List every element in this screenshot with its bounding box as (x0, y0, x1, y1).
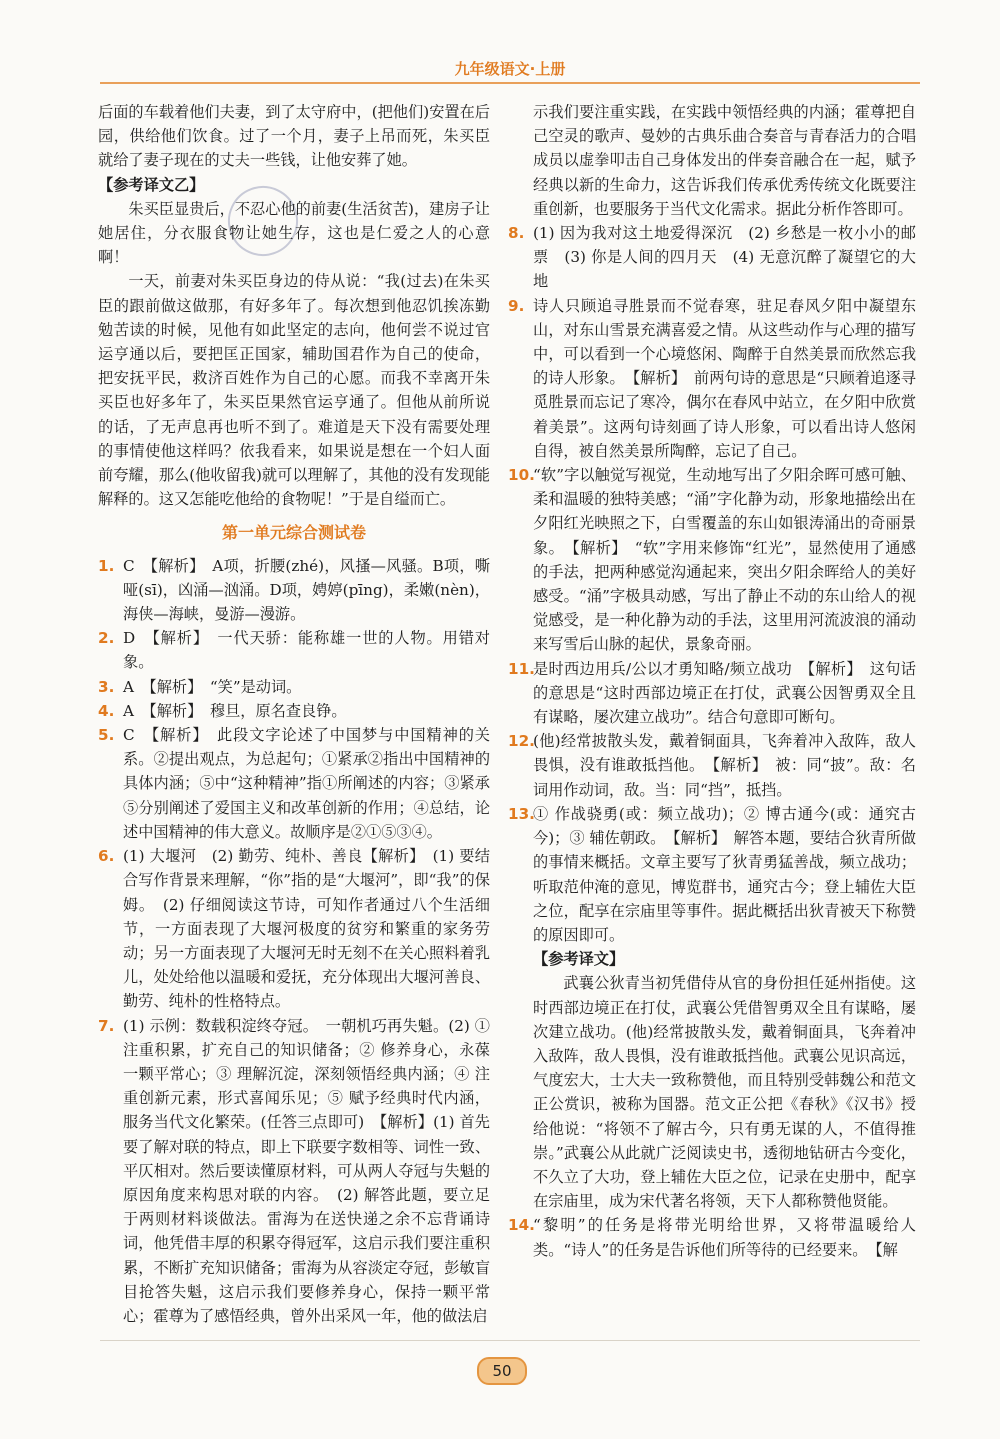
reference-label: 【参考译文乙】 (98, 175, 205, 194)
page-number: 50 (477, 1357, 527, 1385)
answer-item: 14. “黎明”的任务是将带光明给世界，又将带温暖给人类。“诗人”的任务是告诉他们所等待的已经要来。 【解 (508, 1216, 916, 1259)
answer-item: 13. ① 作战骁勇(或：频立战功)；② 博古通今(或：通究古今)；③ 辅佐朝政。 【解析】 解答本题，要结合狄青所做的事情来概括。文章主要写了狄青勇猛善战，频立战功；听取范仲淹的意见，博览群书，通究古今；登上辅佐大臣之位，配享在宗庙里等事件。据此概括出狄青被天下称赞的原因即可。 (508, 804, 916, 944)
answer-continuation: 示我们要注重实践，在实践中领悟经典的内涵；霍尊把自己空灵的歌声、曼妙的古典乐曲合奏音与青春活力的合唱成员以虚拳叩击自己身体发出的伴奏音融合在一起，赋予经典以新的生命力，这告诉我们传承优秀传统文化既要注重创新，也要服务于当代文化需求。据此分析作答即可。 (533, 103, 916, 218)
answer-item: 9. 诗人只顾追寻胜景而不觉春寒，驻足春风夕阳中凝望东山，对东山雪景充满喜爱之情。从这些动作与心理的描写中，可以看到一个心境悠闲、陶醉于自然美景而欣然忘我的诗人形象。 【解析】 前两句诗的意思是“只顾着追逐寻觅胜景而忘记了寒冷，偶尔在春风中站立，在夕阳中欣赏着美景”。这两句诗刻画了诗人形象，可以看出诗人悠闲自得，被自然美景所陶醉，忘记了自己。 (508, 296, 916, 460)
footer-divider (100, 1340, 920, 1341)
answer-item: 1. C 【解析】 A项，折腰(zhé)，风搔—风骚。B项，嘶哑(sī)，凶涌—汹涌。D项，娉婷(pīng)，柔嫩(nèn)，海侠—海峡，曼游—漫游。 (98, 556, 490, 624)
section-title: 第一单元综合测试卷 (221, 523, 366, 543)
answer-item: 7. (1) 示例：数载积淀终夺冠。 一朝机巧再失魁。(2) ① 注重积累，扩充自己的知识储备；② 修养身心，永葆一颗平常心；③ 理解沉淀，深刻领悟经典内涵；④ 注重创新元素，形式喜闻乐见；⑤ 赋予经典时代内涵，服务当代文化繁荣。(任答三点即可) 【解析】(1) 首先要了解对联的特点，即上下联要字数相等、词性一致、平仄相对。然后要读懂原材料，可从两人夺冠与失魁的原因角度来构思对联的内容。 (2) 解答此题，要立足于两则材料谈做法。雷海为在送快递之余不忘背诵诗词，他凭借丰厚的积累夺得冠军，这启示我们要注重积累，不断扩充知识储备；雷海为从容淡定夺冠，彭敏盲目抢答失魁，这启示我们要修养身心，保持一颗平常心；霍尊为了感悟经典，曾外出采风一年，他的做法启 (98, 1016, 490, 1325)
answer-item: 8. (1) 因为我对这土地爱得深沉 (2) 乡愁是一枚小小的邮票 (3) 你是人间的四月天 (4) 无意沉醉了凝望它的大地 (508, 224, 916, 291)
translation-paragraph: 后面的车载着他们夫妻，到了太守府中，(把他们)安置在后园，供给他们饮食。过了一个月，妻子上吊而死，朱买臣就给了妻子现在的丈夫一些钱，让他安葬了她。 (98, 103, 490, 170)
answer-item: 11. 是时西边用兵/公以才勇知略/频立战功 【解析】 这句话的意思是“这时西部边境正在打仗，武襄公因智勇双全且有谋略，屡次建立战功”。结合句意即可断句。 (508, 659, 916, 727)
page-header-title: 九年级语文·上册 (454, 60, 566, 78)
answer-item: 10. “软”字以触觉写视觉，生动地写出了夕阳余晖可感可触、柔和温暖的独特美感；“涌”字化静为动，形象地描绘出在夕阳红光映照之下，白雪覆盖的东山如银涛涌出的奇丽景象。 【解析】 “软”字用来修饰“红光”，显然使用了通感的手法，把两种感觉沟通起来，突出夕阳余晖给人的美好感受。“涌”字极具动感，写出了静止不动的东山给人的视觉感受，是一种化静为动的手法，这里用河流波浪的涌动来写雪后山脉的起伏，景象奇丽。 (508, 466, 916, 654)
translation-paragraph: 朱买臣显贵后，不忍心他的前妻(生活贫苦)，建房子让她居住，分衣服食物让她生存，这也是仁爱之人的心意啊！ (98, 199, 490, 267)
answer-item: 12. (他)经常披散头发，戴着铜面具，飞奔着冲入敌阵，敌人畏惧，没有谁敢抵挡他。 【解析】 被：同“披”。敌：名词用作动词，敌。当：同“挡”，抵挡。 (508, 732, 916, 799)
answer-item: 2. D 【解析】 一代天骄：能称雄一世的人物。用错对象。 (98, 629, 490, 672)
reference-translation: 武襄公狄青当初凭借侍从官的身份担任延州指使。这时西部边境正在打仗，武襄公凭借智勇双全且有谋略，屡次建立战功。(他)经常披散头发，戴着铜面具，飞奔着冲入敌阵，敌人畏惧，没有谁敢抵挡他。武襄公见识高远，气度宏大，士大夫一致称赞他，而且特别受韩魏公和范文正公赏识，被称为国器。范文正公把《春秋》《汉书》授给他说：“将领不了解古今，只有勇无谋的人，不值得推崇。”武襄公从此就广泛阅读史书，透彻地钻研古今变化，不久立了大功，登上辅佐大臣之位，记录在史册中，配享在宗庙里，成为宋代著名将领，天下人都称赞他贤能。 (533, 974, 916, 1211)
header-divider (100, 82, 920, 84)
right-column (508, 100, 916, 1262)
answer-item: 3. A 【解析】 “笑”是动词。 (98, 677, 302, 696)
translation-paragraph: 一天，前妻对朱买臣身边的侍从说：“我(过去)在朱买臣的跟前做这做那，有好多年了。每次想到他忍饥挨冻勤勉苦读的时候，见他有如此坚定的志向，他何尝不说过官运亨通以后，要把匡正国家，辅助国君作为自己的使命，把安抚平民，救济百姓作为自己的心愿。而我不幸离开朱买臣也好多年了，朱买臣果然官运亨通了。但他从前所说的话，了无声息再也听不到了。难道是天下没有需要处理的事情使他这样吗？依我看来，如果说是想在一个妇人面前夸耀，那么(他收留我)就可以理解了，其他的没有发现能解释的。这又怎能吃他给的食物呢！”于是自缢而亡。 (98, 272, 490, 509)
answer-item: 5. C 【解析】 此段文字论述了中国梦与中国精神的关系。②提出观点，为总起句；①紧承②指出中国精神的具体内涵；⑤中“这种精神”指①所阐述的内容；③紧承⑤分别阐述了爱国主义和改革创新的作用；④总结，论述中国精神的伟大意义。故顺序是②①⑤③④。 (98, 726, 490, 841)
left-column (98, 100, 490, 1328)
reference-label: 【参考译文】 (533, 950, 625, 969)
answer-item: 4. A 【解析】 穆旦，原名查良铮。 (98, 701, 347, 720)
answer-item: 6. (1) 大堰河 (2) 勤劳、纯朴、善良【解析】 (1) 要结合写作背景来理解，“你”指的是“大堰河”，即“我”的保姆。 (2) 仔细阅读这节诗，可知作者通过八个生活细节，一方面表现了大堰河极度的贫穷和繁重的家务劳动；另一方面表现了大堰河无时无刻不在关心照料着乳儿，处处给他以温暖和爱抚，充分体现出大堰河善良、勤劳、纯朴的性格特点。 (98, 847, 490, 1011)
